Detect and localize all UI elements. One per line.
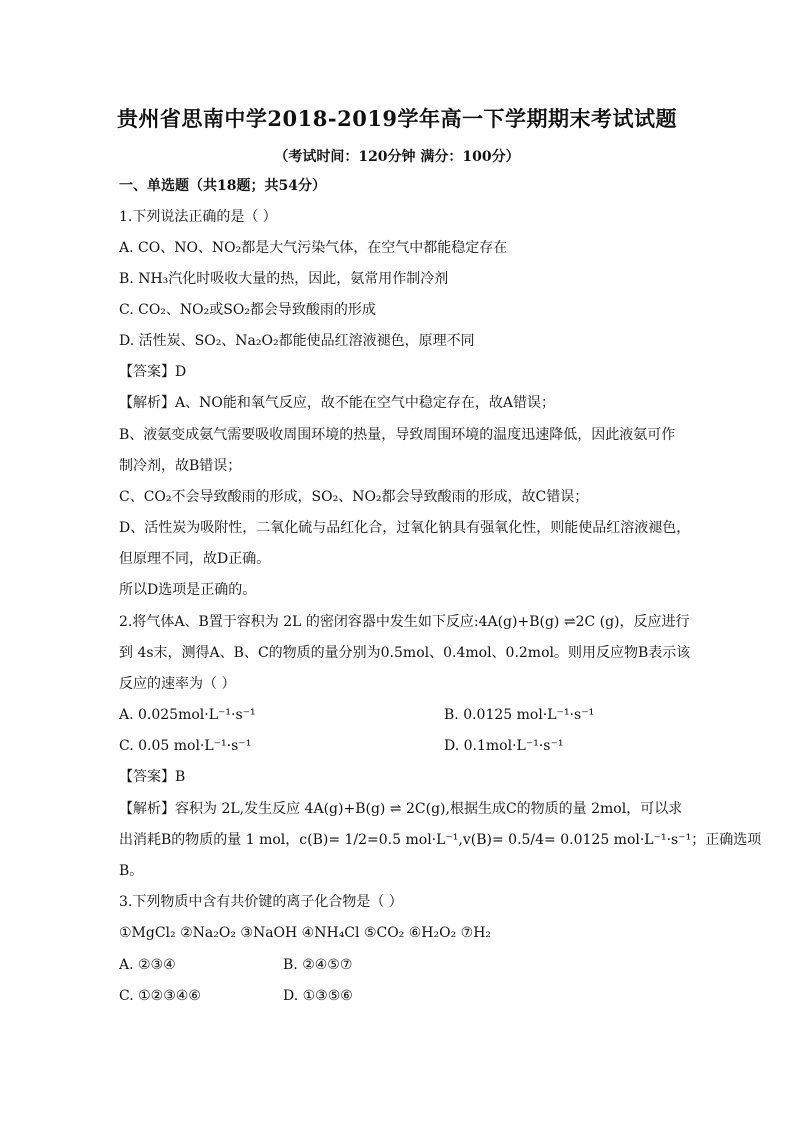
q2-stem-2: 到 4s末，测得A、B、C的物质的量分别为0.5mol、0.4mol、0.2mol。则用反应物B表示该 [119, 645, 691, 661]
q2-option-a: A. 0.025mol·L⁻¹·s⁻¹ [119, 707, 256, 723]
q1-explanation-2: B、液氨变成氨气需要吸收周围环境的热量，导致周围环境的温度迅速降低，因此液氨可作 [119, 427, 676, 443]
q1-explanation-7: 所以D选项是正确的。 [119, 582, 257, 598]
q2-option-d: D. 0.1mol·L⁻¹·s⁻¹ [444, 738, 564, 754]
page-title: 贵州省思南中学2018-2019学年高一下学期期末考试试题 [116, 106, 678, 131]
q2-stem-3: 反应的速率为（ ） [119, 676, 236, 692]
q1-answer: 【答案】D [119, 364, 187, 380]
q3-option-b: B. ②④⑤⑦ [283, 957, 353, 973]
q1-option-b: B. NH₃汽化时吸收大量的热，因此，氨常用作制冷剂 [119, 271, 449, 287]
q2-option-c: C. 0.05 mol·L⁻¹·s⁻¹ [119, 738, 252, 754]
q3-option-d: D. ①③⑤⑥ [283, 988, 353, 1004]
q1-explanation-6: 但原理不同，故D正确。 [119, 551, 271, 567]
q3-option-a: A. ②③④ [119, 957, 176, 973]
q1-option-c: C. CO₂、NO₂或SO₂都会导致酸雨的形成 [119, 302, 376, 318]
q2-explanation-3: B。 [119, 863, 144, 879]
q1-stem: 1.下列说法正确的是（ ） [119, 209, 277, 225]
q1-option-d: D. 活性炭、SO₂、Na₂O₂都能使品红溶液褪色，原理不同 [119, 333, 475, 349]
q3-stem: 3.下列物质中含有共价键的离子化合物是（ ） [119, 894, 403, 910]
exam-info: （考试时间：120分钟 满分：100分） [274, 149, 520, 165]
q1-option-a: A. CO、NO、NO₂都是大气污染气体，在空气中都能稳定存在 [119, 240, 508, 256]
q3-option-c: C. ①②③④⑥ [119, 988, 201, 1004]
q1-explanation-5: D、活性炭为吸附性，二氧化硫与品红化合，过氧化钠具有强氧化性，则能使品红溶液褪色， [119, 520, 691, 536]
q2-answer: 【答案】B [119, 769, 186, 785]
q1-explanation-4: C、CO₂不会导致酸雨的形成，SO₂、NO₂都会导致酸雨的形成，故C错误； [119, 489, 589, 505]
q1-explanation-1: 【解析】A、NO能和氧气反应，故不能在空气中稳定存在，故A错误； [119, 395, 555, 411]
q2-option-b: B. 0.0125 mol·L⁻¹·s⁻¹ [444, 707, 595, 723]
section-heading: 一、单选题（共18题；共54分） [119, 178, 326, 194]
q1-explanation-3: 制冷剂，故B错误； [119, 458, 242, 474]
q2-explanation-2: 出消耗B的物质的量 1 mol，c(B)= 1/2=0.5 mol·L⁻¹,v(B)= 0.5/4= 0.0125 mol·L⁻¹·s⁻¹；正确选项 [119, 832, 762, 848]
q2-stem-1: 2.将气体A、B置于容积为 2L 的密闭容器中发生如下反应:4A(g)+B(g) ⇌2C (g)，反应进行 [119, 614, 690, 630]
q3-items: ①MgCl₂ ②Na₂O₂ ③NaOH ④NH₄Cl ⑤CO₂ ⑥H₂O₂ ⑦H₂ [119, 925, 492, 941]
q2-explanation-1: 【解析】容积为 2L,发生反应 4A(g)+B(g) ⇌ 2C(g),根据生成C的物质的量 2mol，可以求 [119, 801, 683, 817]
